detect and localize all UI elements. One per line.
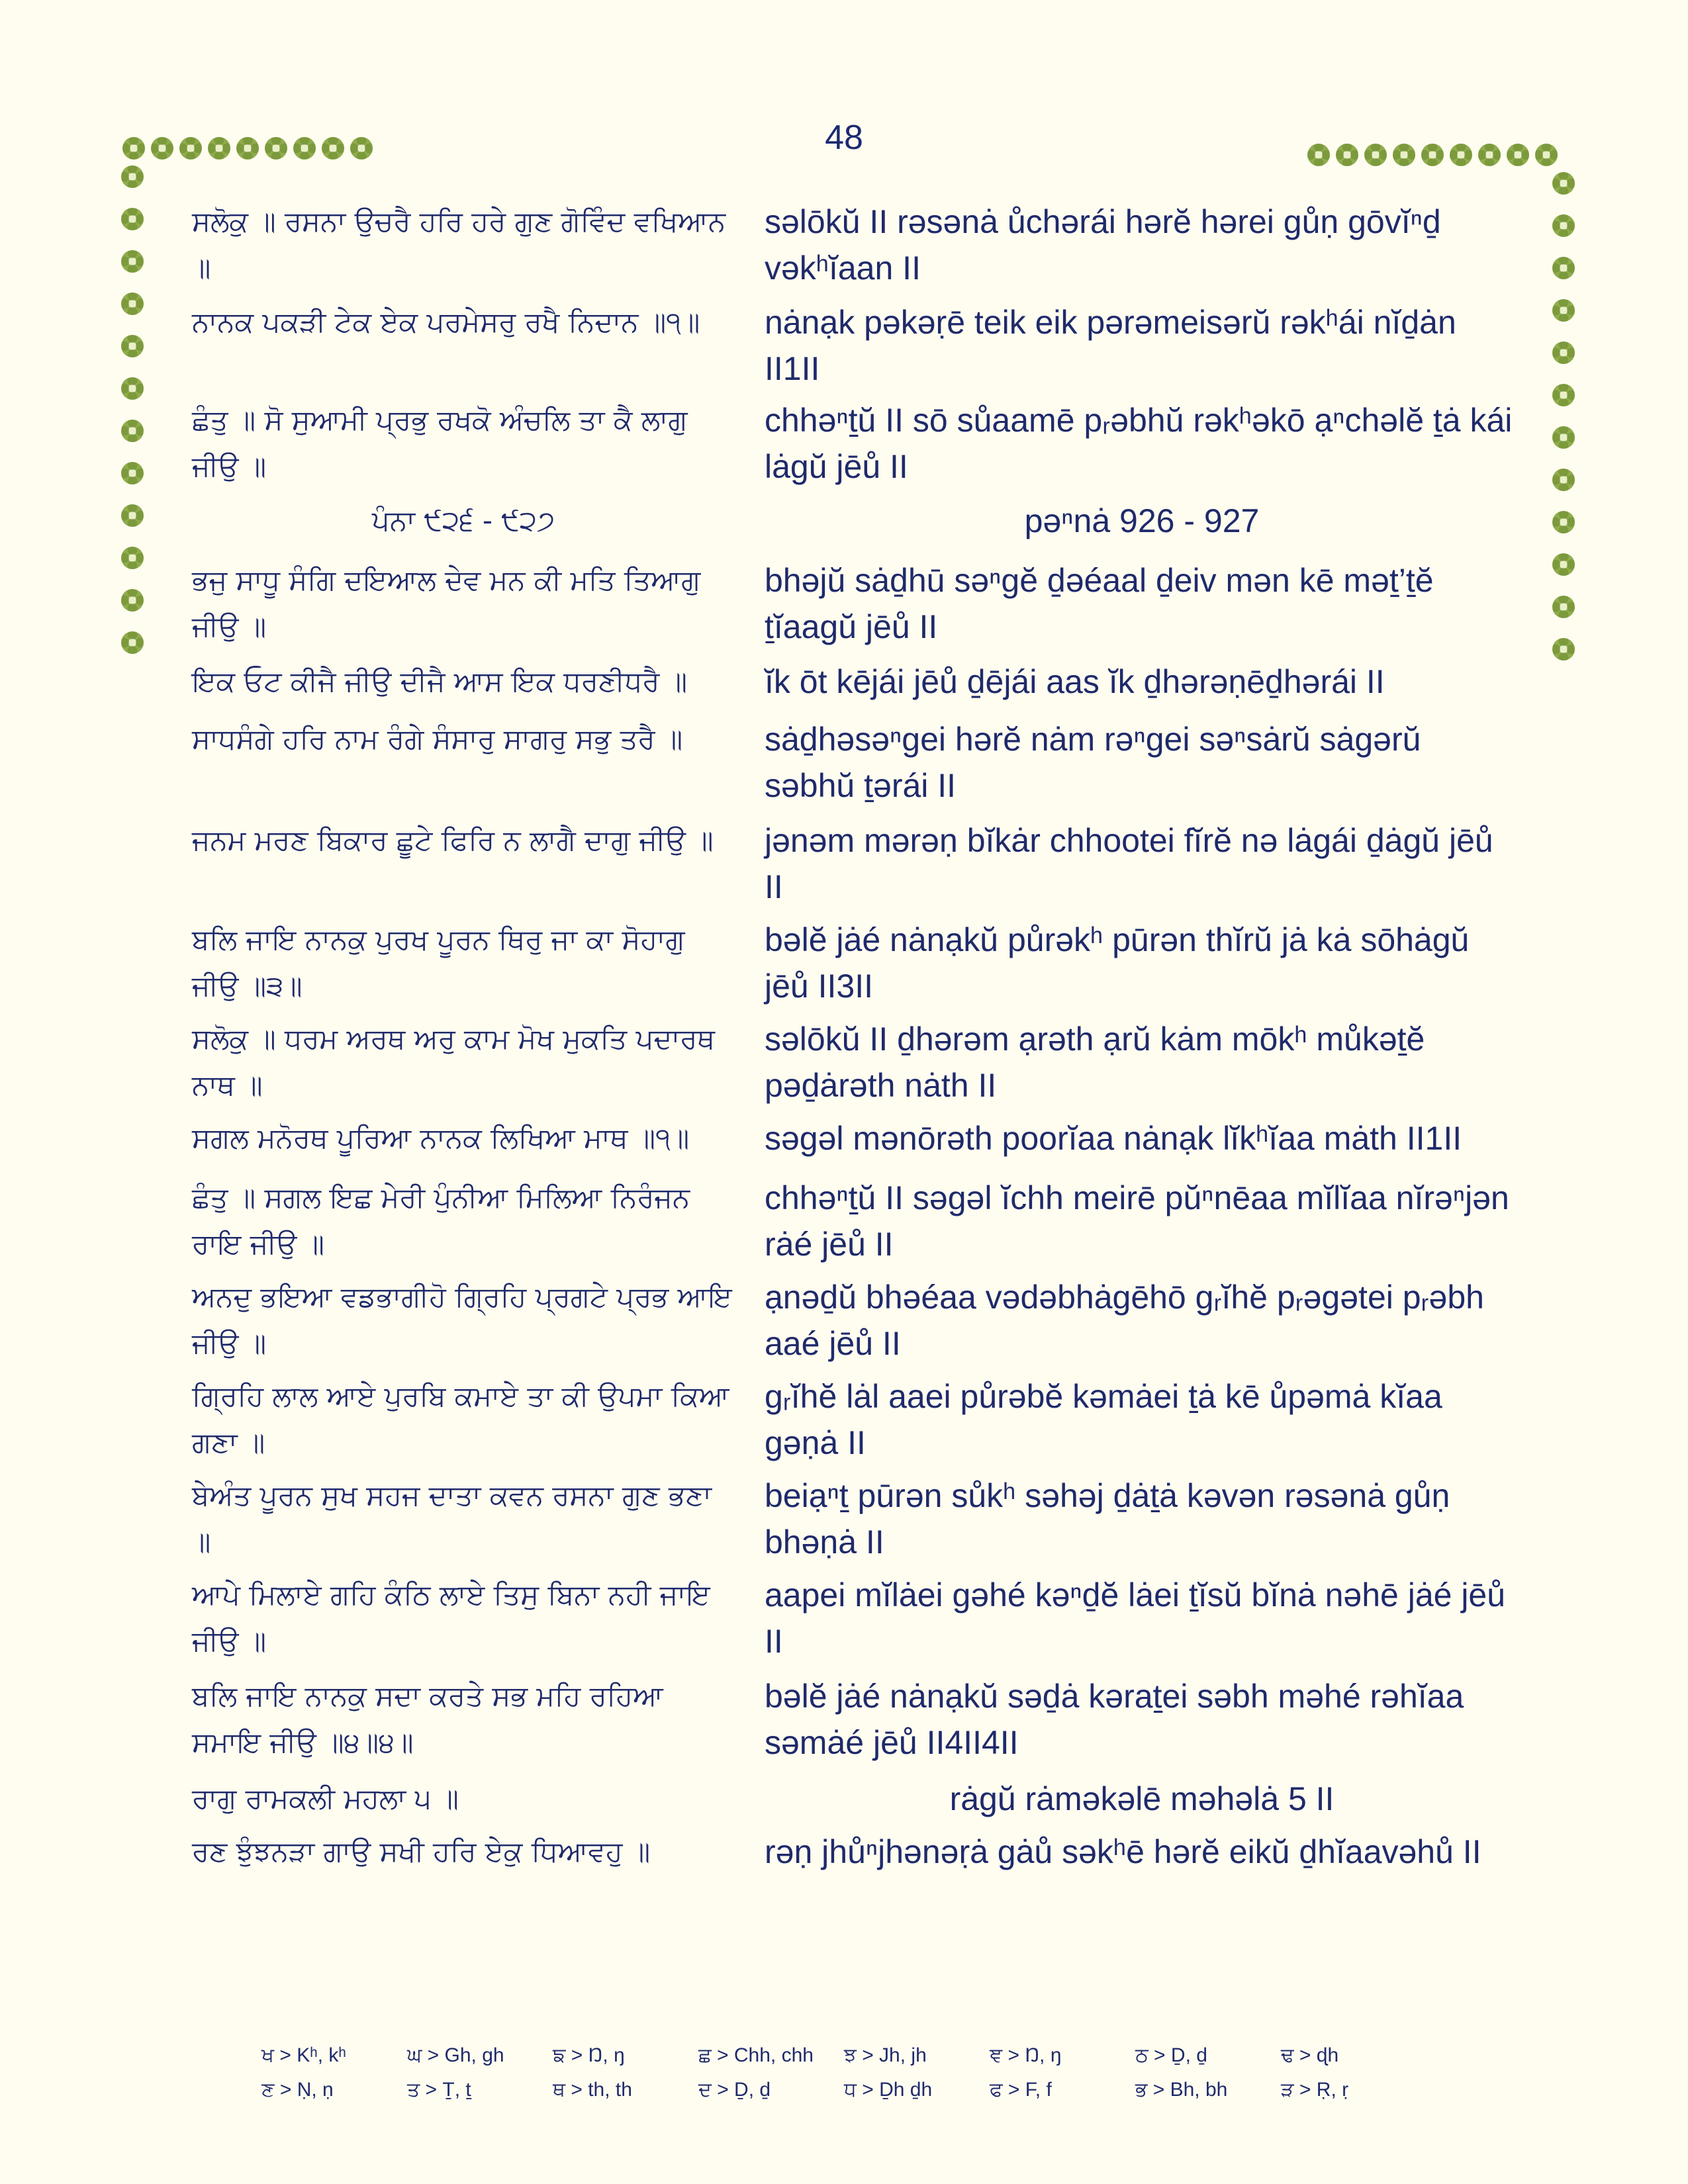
flower-ornament-icon: [1478, 144, 1501, 166]
flower-ornament-icon: [293, 137, 316, 159]
gurmukhi-line: ਸਲੋਕੁ ॥ ਧਰਮ ਅਰਥ ਅਰੁ ਕਾਮ ਮੋਖ ਮੁਕਤਿ ਪਦਾਰਥ ਨਾਥ ॥: [192, 1023, 716, 1101]
flower-ornament-icon: [1364, 144, 1387, 166]
transliteration-legend: [261, 2038, 1453, 2107]
transliteration-line: chhəⁿṯŭ II sō sůaamē pᵣəbhŭ rəkʰəkō ạⁿchəlĕ ṯȧ kái lȧgŭ jēů II: [765, 402, 1513, 485]
transliteration-line: səlōkŭ II rəsənȧ ůchərái hərĕ hərei gůṇ gōvĭⁿḏ vəkʰĭaan II: [765, 203, 1441, 287]
gurmukhi-heading: ਰਾਗੁ ਰਾਮਕਲੀ ਮਹਲਾ ੫ ॥: [192, 1782, 459, 1815]
transliteration-line: gᵣĭhĕ lȧl aaei půrəbĕ kəmȧei ṯȧ kē ůpəmȧ kĭaa gəṇȧ II: [765, 1378, 1442, 1461]
gurmukhi-line: ਅਨਦੁ ਭਇਆ ਵਡਭਾਗੀਹੋ ਗ੍ਰਿਹਿ ਪ੍ਰਗਟੇ ਪ੍ਰਭ ਆਇ ਜੀਉ ॥: [192, 1281, 732, 1359]
gurmukhi-line: ਰਣ ਝੁੰਝਨੜਾ ਗਾਉ ਸਖੀ ਹਰਿ ਏਕੁ ਧਿਆਵਹੁ ॥: [192, 1835, 651, 1868]
gurmukhi-line: ਭਜੁ ਸਾਧੂ ਸੰਗਿ ਦਇਆਲ ਦੇਵ ਮਨ ਕੀ ਮਤਿ ਤਿਆਗੁ ਜੀਉ ॥: [192, 564, 701, 643]
page-number: 48: [825, 118, 863, 157]
gurmukhi-line: ਜਨਮ ਮਰਣ ਬਿਕਾਰ ਛੂਟੇ ਫਿਰਿ ਨ ਲਾਗੈ ਦਾਗੁ ਜੀਉ ॥: [192, 824, 714, 856]
flower-ornament-icon: [121, 504, 144, 527]
legend-item: ਦ > Ḏ, ḏ: [698, 2079, 771, 2101]
flower-ornament-icon: [1552, 638, 1575, 660]
transliteration-line: ạnəḏŭ bhəéaa vədəbhȧgēhō gᵣĭhĕ pᵣəgətei pᵣəbh aaé jēů II: [765, 1279, 1484, 1362]
flower-ornament-icon: [236, 137, 259, 159]
gurmukhi-page-range: ਪੰਨਾ ੯੨੬ - ੯੨੭: [371, 504, 555, 537]
legend-item: ਣ > Ṇ, ṇ: [261, 2079, 334, 2101]
transliteration-line: bəlĕ jȧé nȧnạkŭ səḏȧ kəraṯei səbh məhé rəhĭaa səmȧé jēů II4II4II: [765, 1678, 1464, 1761]
flower-ornament-icon: [1552, 384, 1575, 406]
flower-ornament-icon: [121, 250, 144, 273]
transliteration-line: səlōkŭ II ḏhərəm ạrəth ạrŭ kȧm mōkʰ můkəṯĕ pəḏȧrəth nȧth II: [765, 1021, 1425, 1104]
transliteration-line: jənəm mərəṇ bĭkȧr chhootei fĭrĕ nə lȧgái ḏȧgŭ jēů II: [765, 822, 1493, 905]
flower-ornament-icon: [350, 137, 373, 159]
flower-ornament-icon: [121, 462, 144, 484]
gurmukhi-line: ਨਾਨਕ ਪਕੜੀ ਟੇਕ ਏਕ ਪਰਮੇਸਰੁ ਰਖੈ ਨਿਦਾਨ ॥੧॥: [192, 306, 700, 338]
flower-ornament-icon: [1393, 144, 1415, 166]
flower-ornament-icon: [322, 137, 344, 159]
flower-ornament-icon: [121, 335, 144, 357]
legend-item: ਠ > Ḏ, ḏ: [1135, 2044, 1207, 2066]
flower-ornament-icon: [1552, 341, 1575, 364]
gurmukhi-line: ਛੰਤੁ ॥ ਸੋ ਸੁਆਮੀ ਪ੍ਰਭੁ ਰਖਕੋ ਅੰਚਲਿ ਤਾ ਕੈ ਲਾਗੁ ਜੀਉ ॥: [192, 404, 688, 482]
gurmukhi-line: ਸਾਧਸੰਗੇ ਹਰਿ ਨਾਮ ਰੰਗੇ ਸੰਸਾਰੁ ਸਾਗਰੁ ਸਭੁ ਤਰੈ ॥: [192, 723, 683, 755]
legend-item: ਝ > Jh, jh: [844, 2044, 927, 2066]
gurmukhi-line: ਸਲੋਕੁ ॥ ਰਸਨਾ ਉਚਰੈ ਹਰਿ ਹਰੇ ਗੁਣ ਗੋਵਿੰਦ ਵਖਿਆਨ ॥: [192, 205, 726, 284]
legend-row: [261, 2073, 1453, 2107]
legend-item: ਭ > Bh, bh: [1135, 2079, 1228, 2101]
legend-item: ਙ > Ŋ, ŋ: [553, 2044, 625, 2066]
flower-ornament-icon: [121, 165, 144, 188]
flower-ornament-icon: [121, 420, 144, 442]
transliteration-line: bhəjŭ sȧḏhū səⁿgĕ ḏəéaal ḏeiv mən kē məṯ’ṯĕ ṯĭaagŭ jēů II: [765, 562, 1434, 645]
flower-ornament-icon: [121, 377, 144, 400]
flower-ornament-icon: [179, 137, 202, 159]
flower-ornament-icon: [1307, 144, 1330, 166]
legend-item: ਖ > Kʰ, kʰ: [261, 2044, 346, 2066]
flower-ornament-icon: [121, 208, 144, 230]
legend-item: ਢ > ɖh: [1281, 2044, 1339, 2066]
transliteration-line: səgəl mənōrəth poorĭaa nȧnạk lĭkʰĭaa mȧth II1II: [765, 1120, 1462, 1157]
flower-ornament-icon: [1507, 144, 1529, 166]
transliteration-line: chhəⁿṯŭ II səgəl ĭchh meirē pŭⁿnēaa mĭlĭaa nĭrəⁿjən rȧé jēů II: [765, 1179, 1509, 1263]
gurmukhi-line: ਆਪੇ ਮਿਲਾਏ ਗਹਿ ਕੰਠਿ ਲਾਏ ਤਿਸੁ ਬਿਨਾ ਨਹੀ ਜਾਇ ਜੀਉ ॥: [192, 1578, 710, 1657]
flower-ornament-icon: [1552, 299, 1575, 322]
transliteration-heading: rȧgŭ rȧməkəlē məhəlȧ 5 II: [949, 1780, 1335, 1817]
transliteration-line: rəṇ jhůⁿjhənəṛȧ gȧů səkʰē hərĕ eikŭ ḏhĭaavəhů II: [765, 1833, 1481, 1870]
flower-ornament-icon: [1552, 172, 1575, 195]
gurmukhi-line: ਗ੍ਰਿਹਿ ਲਾਲ ਆਏ ਪੁਰਬਿ ਕਮਾਏ ਤਾ ਕੀ ਉਪਮਾ ਕਿਆ ਗਣਾ ॥: [192, 1380, 729, 1459]
flower-ornament-icon: [121, 631, 144, 654]
flower-ornament-icon: [121, 293, 144, 315]
flower-ornament-icon: [1552, 596, 1575, 618]
flower-ornament-icon: [121, 589, 144, 612]
legend-item: ਧ > Ḏh ḏh: [844, 2079, 933, 2101]
flower-ornament-icon: [265, 137, 287, 159]
gurmukhi-line: ਬਲਿ ਜਾਇ ਨਾਨਕੁ ਪੁਰਖ ਪੂਰਨ ਥਿਰੁ ਜਾ ਕਾ ਸੋਹਾਗੁ ਜੀਉ ॥੩॥: [192, 923, 685, 1002]
gurmukhi-line: ਸਗਲ ਮਨੋਰਥ ਪੂਰਿਆ ਨਾਨਕ ਲਿਖਿਆ ਮਾਥ ॥੧॥: [192, 1122, 690, 1154]
gurmukhi-line: ਬਲਿ ਜਾਇ ਨਾਨਕੁ ਸਦਾ ਕਰਤੇ ਸਭ ਮਹਿ ਰਹਿਆ ਸਮਾਇ ਜੀਉ ॥੪॥੪॥: [192, 1680, 663, 1758]
gurmukhi-line: ਇਕ ਓਟ ਕੀਜੈ ਜੀਉ ਦੀਜੈ ਆਸ ਇਕ ਧਰਣੀਧਰੈ ॥: [192, 665, 688, 698]
transliteration-line: sȧḏhəsəⁿgei hərĕ nȧm rəⁿgei səⁿsȧrŭ sȧgərŭ səbhŭ ṯərái II: [765, 721, 1421, 804]
transliteration-line: nȧnạk pəkəṛē teik eik pərəmeisərŭ rəkʰái nĭḏȧn II1II: [765, 304, 1456, 387]
legend-row: [261, 2038, 1453, 2073]
flower-ornament-icon: [1552, 553, 1575, 576]
page-range: pəⁿnȧ 926 - 927: [1024, 502, 1260, 539]
transliteration-line: aapei mĭlȧei gəhé kəⁿḏĕ lȧei ṯĭsŭ bĭnȧ nəhē jȧé jēů II: [765, 1576, 1506, 1660]
transliteration-line: beiạⁿṯ pūrən sůkʰ səhəj ḏȧṯȧ kəvən rəsənȧ gůṇ bhəṇȧ II: [765, 1477, 1450, 1561]
flower-ornament-icon: [151, 137, 173, 159]
flower-ornament-icon: [121, 547, 144, 569]
legend-item: ਞ > Ŋ, ŋ: [990, 2044, 1062, 2066]
flower-ornament-icon: [122, 137, 145, 159]
legend-item: ਛ > Chh, chh: [698, 2044, 814, 2066]
flower-ornament-icon: [1336, 144, 1358, 166]
transliteration-line: ĭk ōt kējái jēů ḏējái aas ĭk ḏhərəṇēḏhərái II: [765, 663, 1385, 700]
legend-item: ਤ > Ṯ, ṯ: [407, 2079, 471, 2101]
flower-ornament-icon: [1552, 511, 1575, 533]
flower-ornament-icon: [1535, 144, 1558, 166]
flower-ornament-icon: [208, 137, 230, 159]
flower-ornament-icon: [1552, 469, 1575, 491]
legend-item: ਘ > Gh, gh: [407, 2044, 504, 2066]
legend-item: ਫ > F, f: [990, 2079, 1052, 2101]
flower-ornament-icon: [1552, 257, 1575, 279]
flower-ornament-icon: [1450, 144, 1472, 166]
flower-ornament-icon: [1421, 144, 1444, 166]
flower-ornament-icon: [1552, 214, 1575, 237]
flower-ornament-icon: [1552, 426, 1575, 449]
transliteration-line: bəlĕ jȧé nȧnạkŭ půrəkʰ pūrən thĭrŭ jȧ kȧ sōhȧgŭ jēů II3II: [765, 921, 1470, 1005]
gurmukhi-line: ਬੇਅੰਤ ਪੂਰਨ ਸੁਖ ਸਹਜ ਦਾਤਾ ਕਵਨ ਰਸਨਾ ਗੁਣ ਭਣਾ ॥: [192, 1479, 712, 1558]
gurmukhi-line: ਛੰਤੁ ॥ ਸਗਲ ਇਛ ਮੇਰੀ ਪੁੰਨੀਆ ਮਿਲਿਆ ਨਿਰੰਜਨ ਰਾਇ ਜੀਉ ॥: [192, 1181, 690, 1260]
legend-item: ੜ > Ṛ, ṛ: [1281, 2079, 1349, 2101]
legend-item: ਥ > th, th: [553, 2079, 632, 2101]
